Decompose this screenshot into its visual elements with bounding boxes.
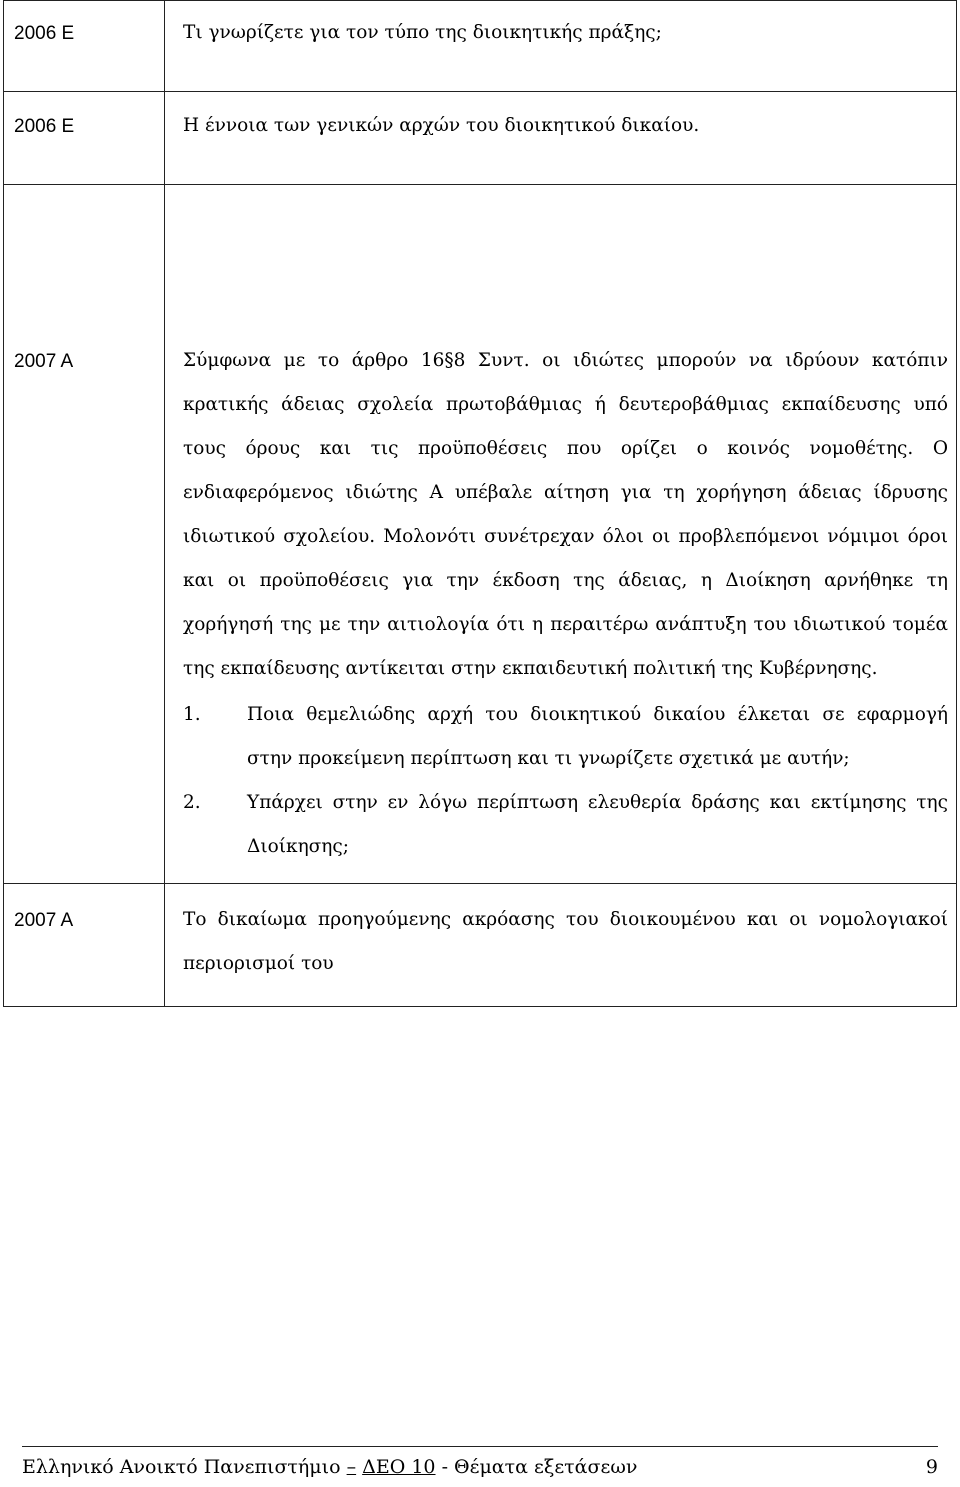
year-cell <box>4 185 165 884</box>
year-cell: 2007 Α <box>4 884 165 1007</box>
question-item <box>183 781 948 869</box>
footer-title: - Θέματα εξετάσεων <box>441 1456 638 1478</box>
topic-cell <box>165 185 957 884</box>
table-row <box>4 185 957 884</box>
topic-cell: Η έννοια των γενικών αρχών του διοικητικού δικαίου. <box>165 92 957 185</box>
question-text: Ποια θεμελιώδης αρχή του διοικητικού δικαίου έλκεται σε εφαρμογή στην προκείμενη περίπτωση και τι γνωρίζετε σχετικά με αυτήν; <box>247 704 948 769</box>
footer-course: ΔΕΟ 10 <box>362 1456 436 1478</box>
table-row <box>4 884 957 1007</box>
question-text: Υπάρχει στην εν λόγω περίπτωση ελευθερία δράσης και εκτίμησης της Διοίκησης; <box>247 792 948 857</box>
footer-separator: – <box>346 1456 357 1478</box>
footer-institution: Ελληνικό Ανοικτό Πανεπιστήμιο <box>22 1456 341 1478</box>
question-item <box>183 693 948 781</box>
question-number: 2. <box>183 792 201 813</box>
topic-cell: Τι γνωρίζετε για τον τύπο της διοικητικής πράξης; <box>165 1 957 92</box>
page-number: 9 <box>925 1456 938 1478</box>
year-cell: 2006 Ε <box>4 92 165 185</box>
case-text: Σύμφωνα με το άρθρο 16§8 Συντ. οι ιδιώτες μπορούν να ιδρύουν κατόπιν κρατικής άδειας σχολεία πρωτοβάθμιας ή δευτεροβάθμιας εκπαίδευσης υπό τους όρους και τις προϋποθέσεις που ορίζει ο κοινός νομοθέτης. Ο ενδιαφερόμενος ιδιώτης Α υπέβαλε αίτηση για τη χορήγηση άδειας ίδρυσης ιδιωτικού σχολείου. Μολονότι συνέτρεχαν όλοι οι προβλεπόμενοι νόμιμοι όροι και οι προϋποθέσεις για την έκδοση της άδειας, η Διοίκηση αρνήθηκε τη χορήγησή της με την αιτιολογία ότι η περαιτέρω ανάπτυξη του ιδιωτικού τομέα της εκπαίδευσης αντίκειται στην εκπαιδευτική πολιτική της Κυβέρνησης. <box>183 350 948 679</box>
year-label: 2007 Α <box>14 351 74 372</box>
question-number: 1. <box>183 704 201 725</box>
table-row <box>4 92 957 185</box>
footer-text <box>22 1456 637 1478</box>
topic-cell: Το δικαίωμα προηγούμενης ακρόασης του διοικουμένου και οι νομολογιακοί περιορισμοί του <box>165 884 957 1007</box>
exam-topics-table <box>3 0 957 1007</box>
table-row <box>4 1 957 92</box>
year-cell: 2006 Ε <box>4 1 165 92</box>
question-list <box>183 693 948 883</box>
